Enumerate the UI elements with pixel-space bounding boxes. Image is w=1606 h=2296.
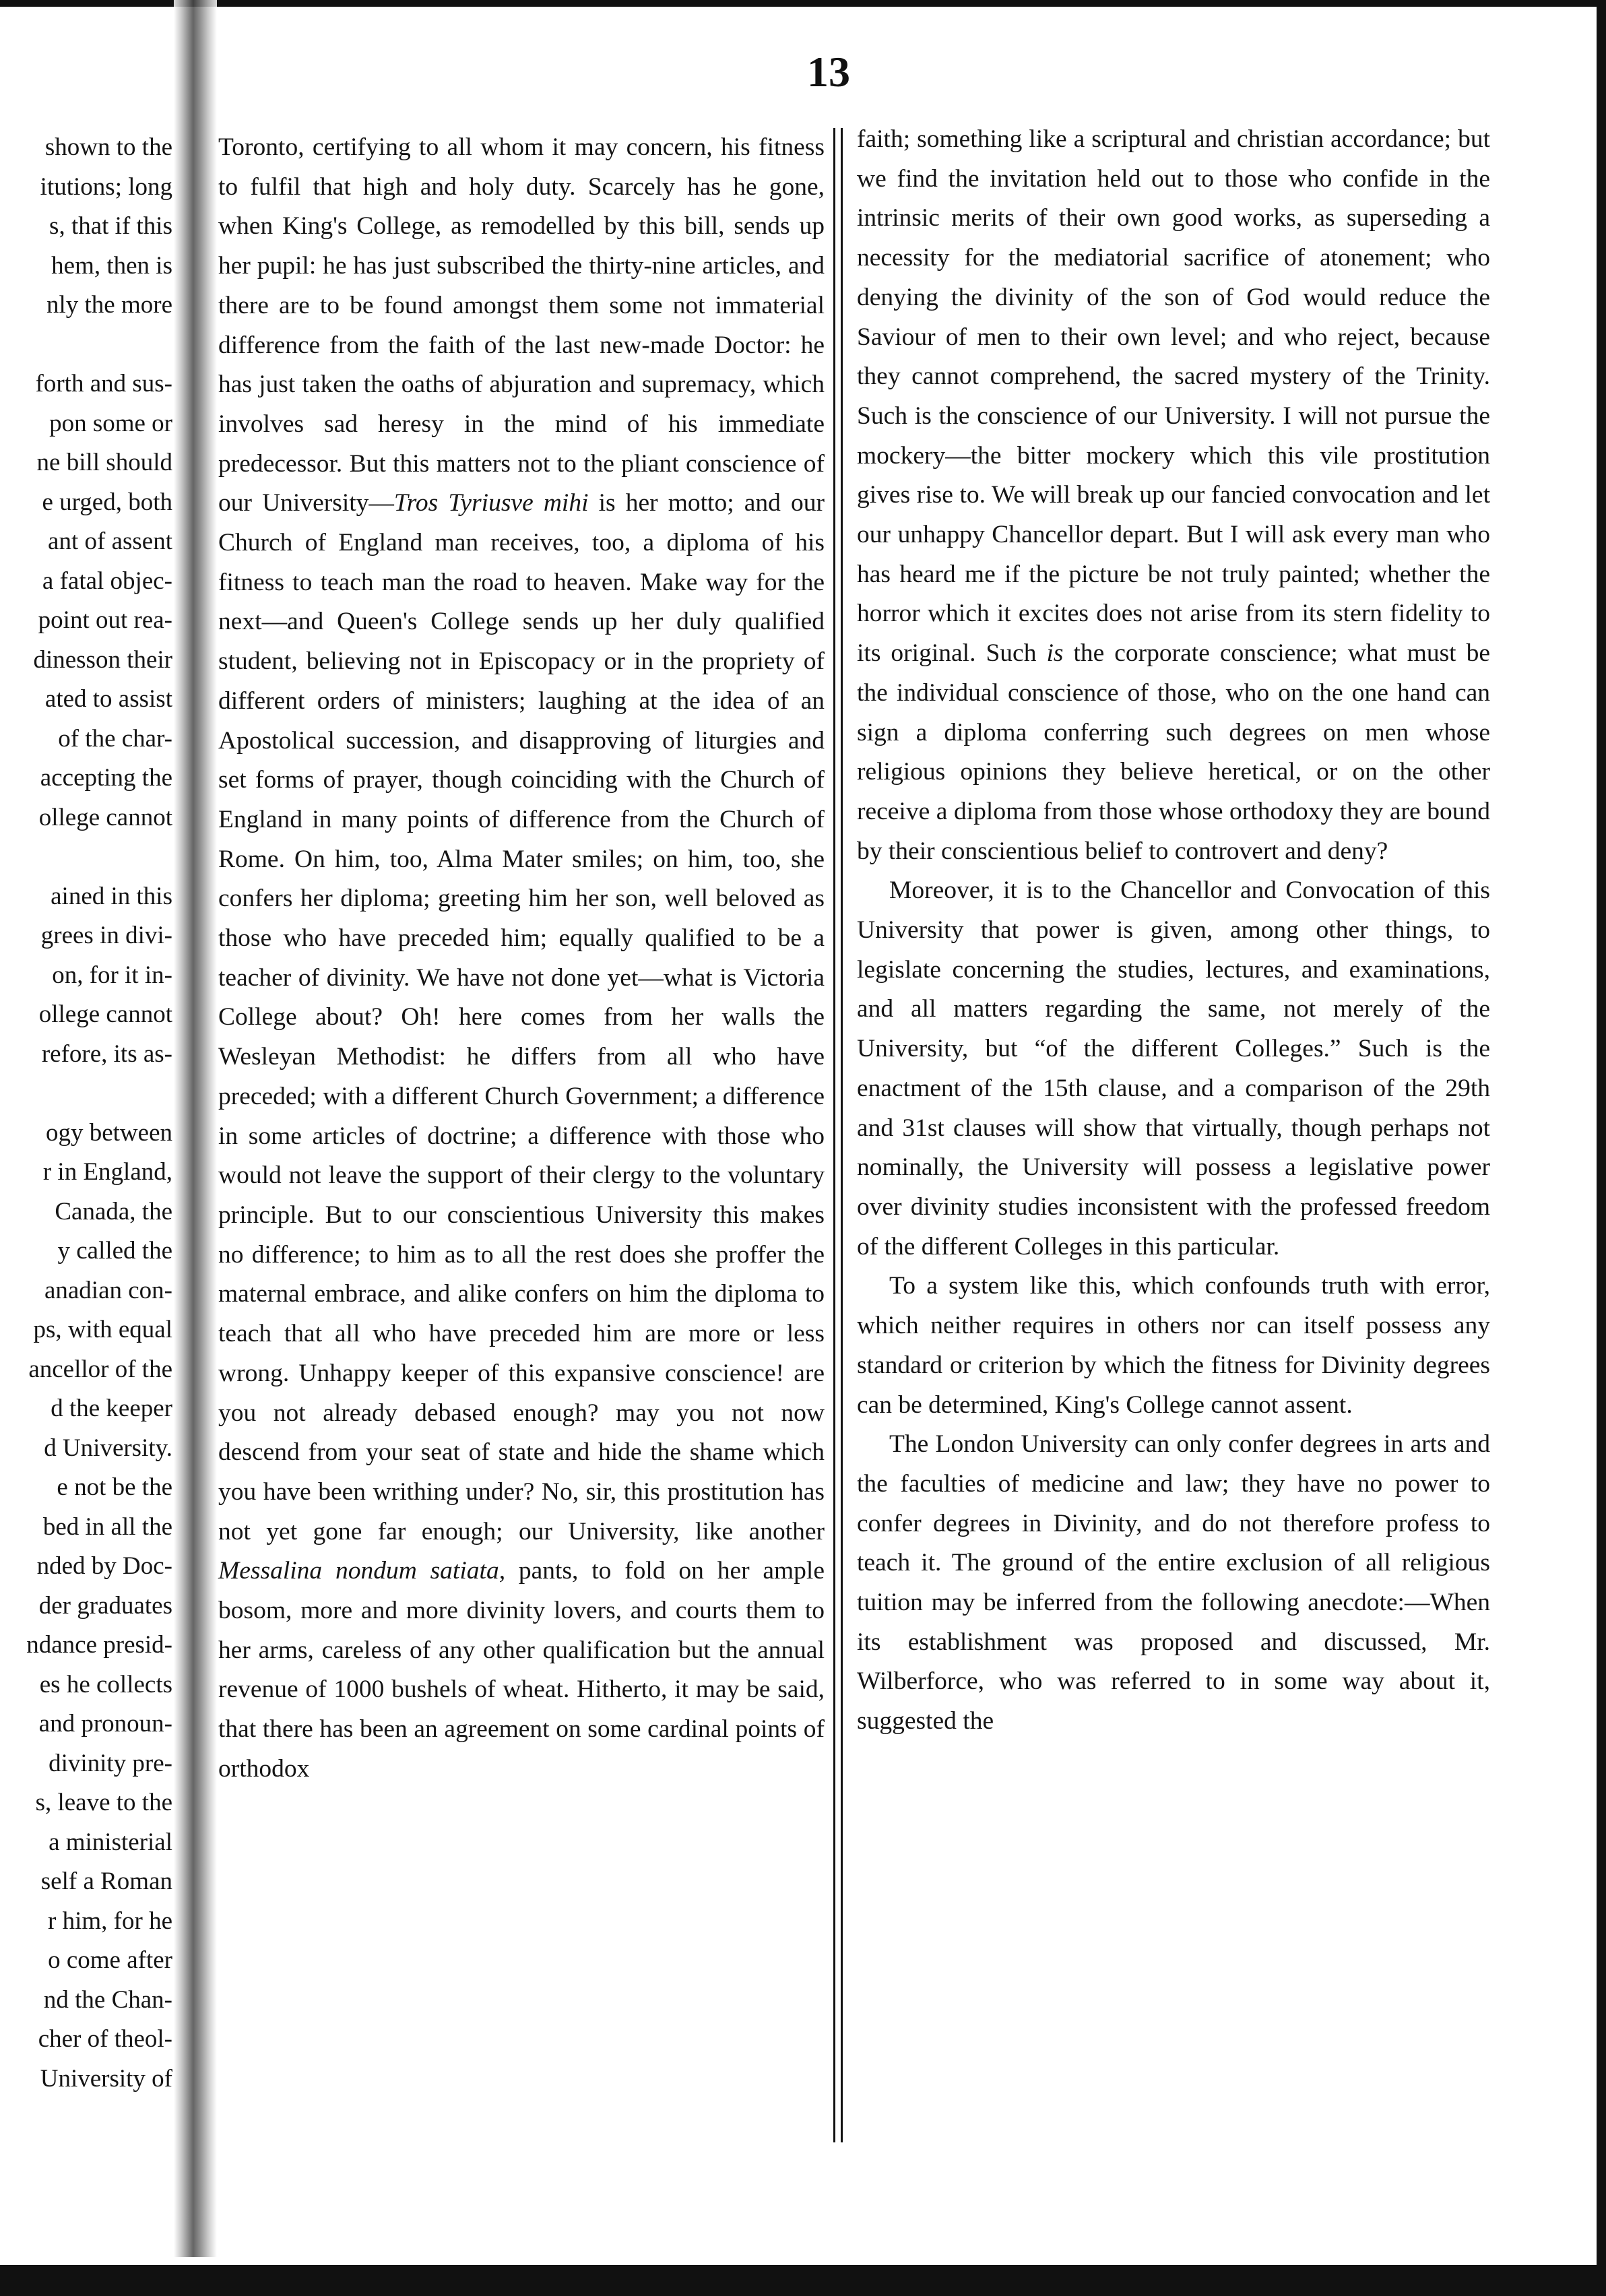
facing-page-line: ant of assent xyxy=(48,528,172,555)
facing-page-line: accepting the xyxy=(40,764,172,792)
facing-page-line: itutions; long xyxy=(40,172,172,201)
scan-border-top xyxy=(0,0,1606,7)
facing-page-line: of the char- xyxy=(58,724,172,753)
facing-page-line: ained in this xyxy=(51,882,172,910)
middle-text-column xyxy=(218,128,825,1789)
facing-page-line: divinity pre- xyxy=(49,1749,172,1777)
facing-page-line: ne bill should xyxy=(36,449,172,476)
facing-page-line: e not be the xyxy=(57,1473,172,1501)
facing-page-line: grees in divi- xyxy=(40,922,172,949)
facing-page-line: University of xyxy=(40,2064,172,2093)
facing-page-line: nded by Doc- xyxy=(36,1552,172,1580)
facing-page-line: cher of theol- xyxy=(38,2025,172,2053)
middle-paragraph xyxy=(218,128,825,1789)
facing-page-line: bed in all the xyxy=(42,1512,172,1541)
right-paragraph-4: The London University can only confer degrees in arts and the faculties of medicine and law; they have no power to confer degrees in Divinity, and do not therefore profess to teach it. The ground of the entire exclusion of all religious tuition may be inferred from the following anecdote:—When its establishment was proposed and discussed, Mr. Wilberforce, who was referred to in some way about it, suggested the xyxy=(857,1430,1490,1735)
right-text-column xyxy=(857,120,1490,1742)
facing-page-line: hem, then is xyxy=(51,251,172,280)
facing-page-line: a fatal objec- xyxy=(42,567,172,595)
facing-page-line: anadian con- xyxy=(44,1276,172,1304)
facing-page-line: ated to assist xyxy=(44,685,172,713)
facing-page-line: nly the more xyxy=(46,291,172,319)
facing-page-line: ndance presid- xyxy=(26,1631,172,1659)
facing-page-line: forth and sus- xyxy=(35,370,172,397)
column-rule xyxy=(841,128,843,2142)
text-run: is her motto; and our Church of England man receives, too, a diploma of his fitness to teach man the road to heaven. Make way for the next—and Queen's College sends up her duly qualified student, believing not in Episcopacy or in the propriety of different orders of ministers; laughing at the idea of an Apostolical succession, and disapproving of liturgies and set forms of prayer, though coinciding with the Church of England in many points of difference from the Church of Rome. On him, too, Alma Mater smiles; on him, too, she confers her diploma; greeting him her son, well beloved as those who have preceded him; equally qualified to be a teacher of divinity. We have not done yet—what is Victoria College about? Oh! here comes from her walls the Wesleyan Methodist: he differs from all who have preceded; with a different Church Government; a difference in some articles of doctrine; a difference with those who would not leave the support of their clergy to the voluntary principle. But to our conscientious University this makes no difference; to him as to all the rest does she proffer the maternal embrace, and alike confers on him the diploma to teach that all who have preceded him are more or less wrong. Unhappy keeper of this expansive conscience! are you not already debased enough? may you not now descend from your seat of state and hide the shame which you have been writhing under? No, sir, this prostitution has not yet gone far enough; our University, like another xyxy=(218,489,825,1545)
facing-page-line: self a Roman xyxy=(40,1868,172,1895)
facing-page-line: ollege cannot xyxy=(38,803,172,831)
text-run: faith; something like a scriptural and christian accordance; but we find the invitation held out to those who confide in the intrinsic merits of their own good works, as superseding a necessity for the mediatorial sacrifice of atonement; who denying the divinity of the son of God would reduce the Saviour of men to their own level; and who reject, because they cannot comprehend, the sacred mystery of the Trinity. Such is the conscience of our University. I will not pursue the mockery—the bitter mockery which this vile prostitution gives rise to. We will break up our fancied convocation and let our unhappy Chancellor depart. But I will ask every man who has heard me if the picture be not truly painted; whether the horror which it excites does not arise from its stern fidelity to its original. Such xyxy=(857,125,1490,668)
facing-page-line: point out rea- xyxy=(38,606,172,634)
facing-page-line: ancellor of the xyxy=(28,1355,172,1383)
facing-page-line: r him, for he xyxy=(48,1907,172,1935)
page-number: 13 xyxy=(807,48,850,96)
book-binding-shadow xyxy=(174,0,217,2257)
facing-page-line: e urged, both xyxy=(42,488,172,516)
facing-page-gap xyxy=(0,837,172,877)
facing-page-line: refore, its as- xyxy=(41,1040,172,1068)
scan-border-right xyxy=(1597,0,1606,2296)
scan-border-bottom xyxy=(0,2265,1606,2296)
facing-page-line: s, that if this xyxy=(49,212,172,240)
facing-page-line: d the keeper xyxy=(51,1395,172,1422)
facing-page-line: and pronoun- xyxy=(38,1710,172,1737)
facing-page-fragments xyxy=(0,128,172,2099)
facing-page-gap xyxy=(0,325,172,365)
text-run: pants, to fold on her ample bosom, more and more divinity lovers, and courts them to her arms, careless of any other qualification but the annual revenue of 1000 bushels of wheat. Hitherto, it may be said, that there has been an agreement on some cardinal points of orthodox xyxy=(218,1557,825,1783)
facing-page-line: shown to the xyxy=(44,133,172,161)
facing-page-line: ollege cannot xyxy=(38,1000,172,1028)
latin-phrase: Messalina nondum satiata, xyxy=(218,1557,506,1585)
right-paragraph-3: To a system like this, which confounds truth with error, which neither requires in others nor can itself possess any standard or criterion by which the fitness for Divinity degrees can be determined, King's College cannot assent. xyxy=(857,1272,1490,1419)
column-rule xyxy=(833,128,835,2142)
right-paragraph-1 xyxy=(857,120,1490,871)
facing-page-line: r in England, xyxy=(42,1158,172,1186)
text-run: Toronto, certifying to all whom it may concern, his fitness to fulfil that high and holy duty. Scarcely has he gone, when King's College, as remodelled by this bill, sends up her pupil: he has just subscribed the thirty-nine articles, and there are to be found amongst them some not immaterial difference from the faith of the last new-made Doctor: he has just taken the oaths of abjuration and supremacy, which involves sad heresy in the mind of his immediate predecessor. But this matters not to the pliant conscience of our University— xyxy=(218,133,825,517)
facing-page-line: ogy between xyxy=(45,1118,172,1147)
facing-page-line: s, leave to the xyxy=(35,1789,172,1816)
facing-page-line: es he collects xyxy=(39,1670,172,1698)
facing-page-line: ps, with equal xyxy=(33,1316,172,1343)
facing-page-line: on, for it in- xyxy=(52,961,172,989)
facing-page-line: der graduates xyxy=(38,1591,172,1620)
facing-page-line: d University. xyxy=(44,1434,172,1462)
facing-page-gap xyxy=(0,1074,172,1114)
text-run: the corporate conscience; what must be the individual conscience of those, who on the one hand can sign a diploma conferring such degrees on men whose religious opinions they believe heretical, or on the other receive a diploma from those whose orthodoxy they are bound by their conscientious belief to controvert and deny? xyxy=(857,639,1490,865)
right-paragraph-2: Moreover, it is to the Chancellor and Convocation of this University that power is given, among other things, to legislate concerning the studies, lectures, and examinations, and all matters regarding the same, not merely of the University, but “of the different Colleges.” Such is the enactment of the 15th clause, and a comparison of the 29th and 31st clauses will show that virtually, though perhaps not nominally, the University will possess a legislative power over divinity studies inconsistent with the professed freedom of the different Colleges in this particular. xyxy=(857,876,1490,1261)
facing-page-line: dinesson their xyxy=(33,645,172,674)
facing-page-line: o come after xyxy=(48,1946,172,1974)
facing-page-line: y called the xyxy=(57,1237,172,1265)
emphasis: is xyxy=(1046,639,1064,668)
facing-page-line: pon some or xyxy=(49,409,172,437)
facing-page-line: a ministerial xyxy=(49,1828,172,1856)
facing-page-line: nd the Chan- xyxy=(43,1985,172,2014)
latin-phrase: Tros Tyriusve mihi xyxy=(393,489,589,517)
facing-page-line: Canada, the xyxy=(55,1197,172,1225)
